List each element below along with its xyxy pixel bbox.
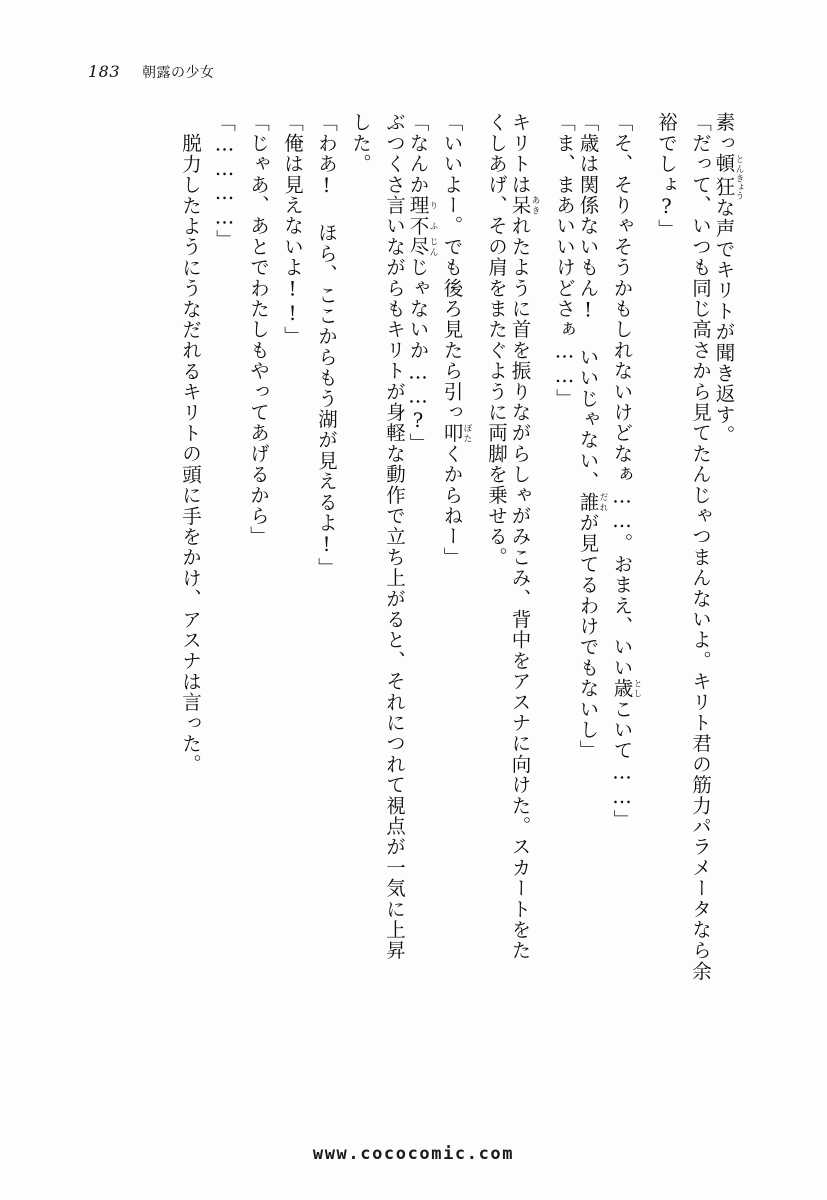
text-line: キリトは呆あきれたように首を振りながらしゃがみこみ、背中をアスナに向けた。スカートをた	[508, 112, 540, 961]
text-line: 「だって、いつも同じ高さから見てたんじゃつまんないよ。キリト君の筋力パラメータなら余	[689, 112, 712, 982]
text-line: くしあげ、その肩をまたぐように両脚を乗せる。	[485, 112, 508, 568]
page-number: 183	[88, 62, 121, 81]
chapter-title: 朝露の少女	[142, 65, 215, 81]
text-line: 「ま、まあいいけどさぁ……」	[553, 112, 576, 409]
text-line: 「じゃあ、あとでわたしもやってあげるから」	[247, 112, 270, 547]
site-watermark: www.cococomic.com	[312, 1144, 515, 1164]
text-line: 「いいよー。でも後ろ見たら引っ叩ぽたくからねー」	[440, 112, 472, 568]
text-line: した。	[349, 112, 372, 175]
text-line: 「わあ! ほら、ここからもう湖が見えるよ!」	[315, 112, 338, 578]
text-line: 「歳は関係ないもん! いいじゃない、誰だれが見てるわけでもないし」	[576, 112, 608, 761]
running-head	[88, 62, 215, 82]
text-line: 「なんか理り不ふ尽じんじゃないか……?」	[406, 112, 438, 454]
text-line: 脱力したようにうなだれるキリトの頭に手をかけ、アスナは言った。	[179, 133, 202, 775]
text-line: 「俺は見えないよ!!」	[281, 112, 304, 347]
text-line: ぶつくさ言いながらもキリトが身軽な動作で立ち上がると、それにつれて視点が一気に上昇	[383, 112, 406, 961]
text-line: 「…………」	[213, 112, 236, 251]
text-line: 裕でしょ?」	[655, 112, 678, 240]
text-line: 素っ頓とん狂きょうな声でキリトが聞き返す。	[712, 112, 744, 446]
text-line: 「そ、そりゃそうかもしれないけどなぁ……。おまえ、いい歳としこいて……」	[610, 112, 642, 830]
vertical-text-body	[84, 112, 744, 1112]
